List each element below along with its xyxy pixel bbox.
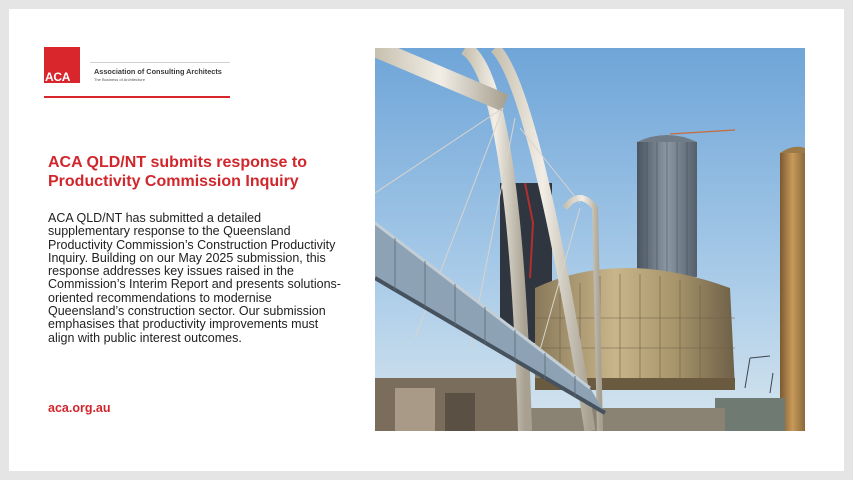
article-headline: ACA QLD/NT submits response to Productivity Commission Inquiry	[48, 154, 307, 190]
logo-divider	[90, 62, 230, 63]
organisation-tagline: The Business of Architecture	[94, 77, 145, 82]
organisation-name: Association of Consulting Architects	[94, 67, 222, 76]
website-link[interactable]: aca.org.au	[48, 401, 111, 415]
bridge-skyline-photo	[375, 48, 805, 431]
article-body: ACA QLD/NT has submitted a detailed supplementary response to the Queensland Productivity Commission’s Construction Productivity Inquiry. Building on our May 2025 submission, this response addresses key issues raised in the Commission’s Interim Report and presents solutions-oriented recommendations to modernise Queensland’s construction sector. Our submission emphasises that productivity improvements must align with public interest outcomes.	[48, 211, 341, 345]
aca-logo-mark	[44, 47, 80, 83]
post-card	[9, 9, 844, 471]
logo-initials: ACA	[45, 70, 71, 83]
logo-underline	[44, 96, 230, 98]
